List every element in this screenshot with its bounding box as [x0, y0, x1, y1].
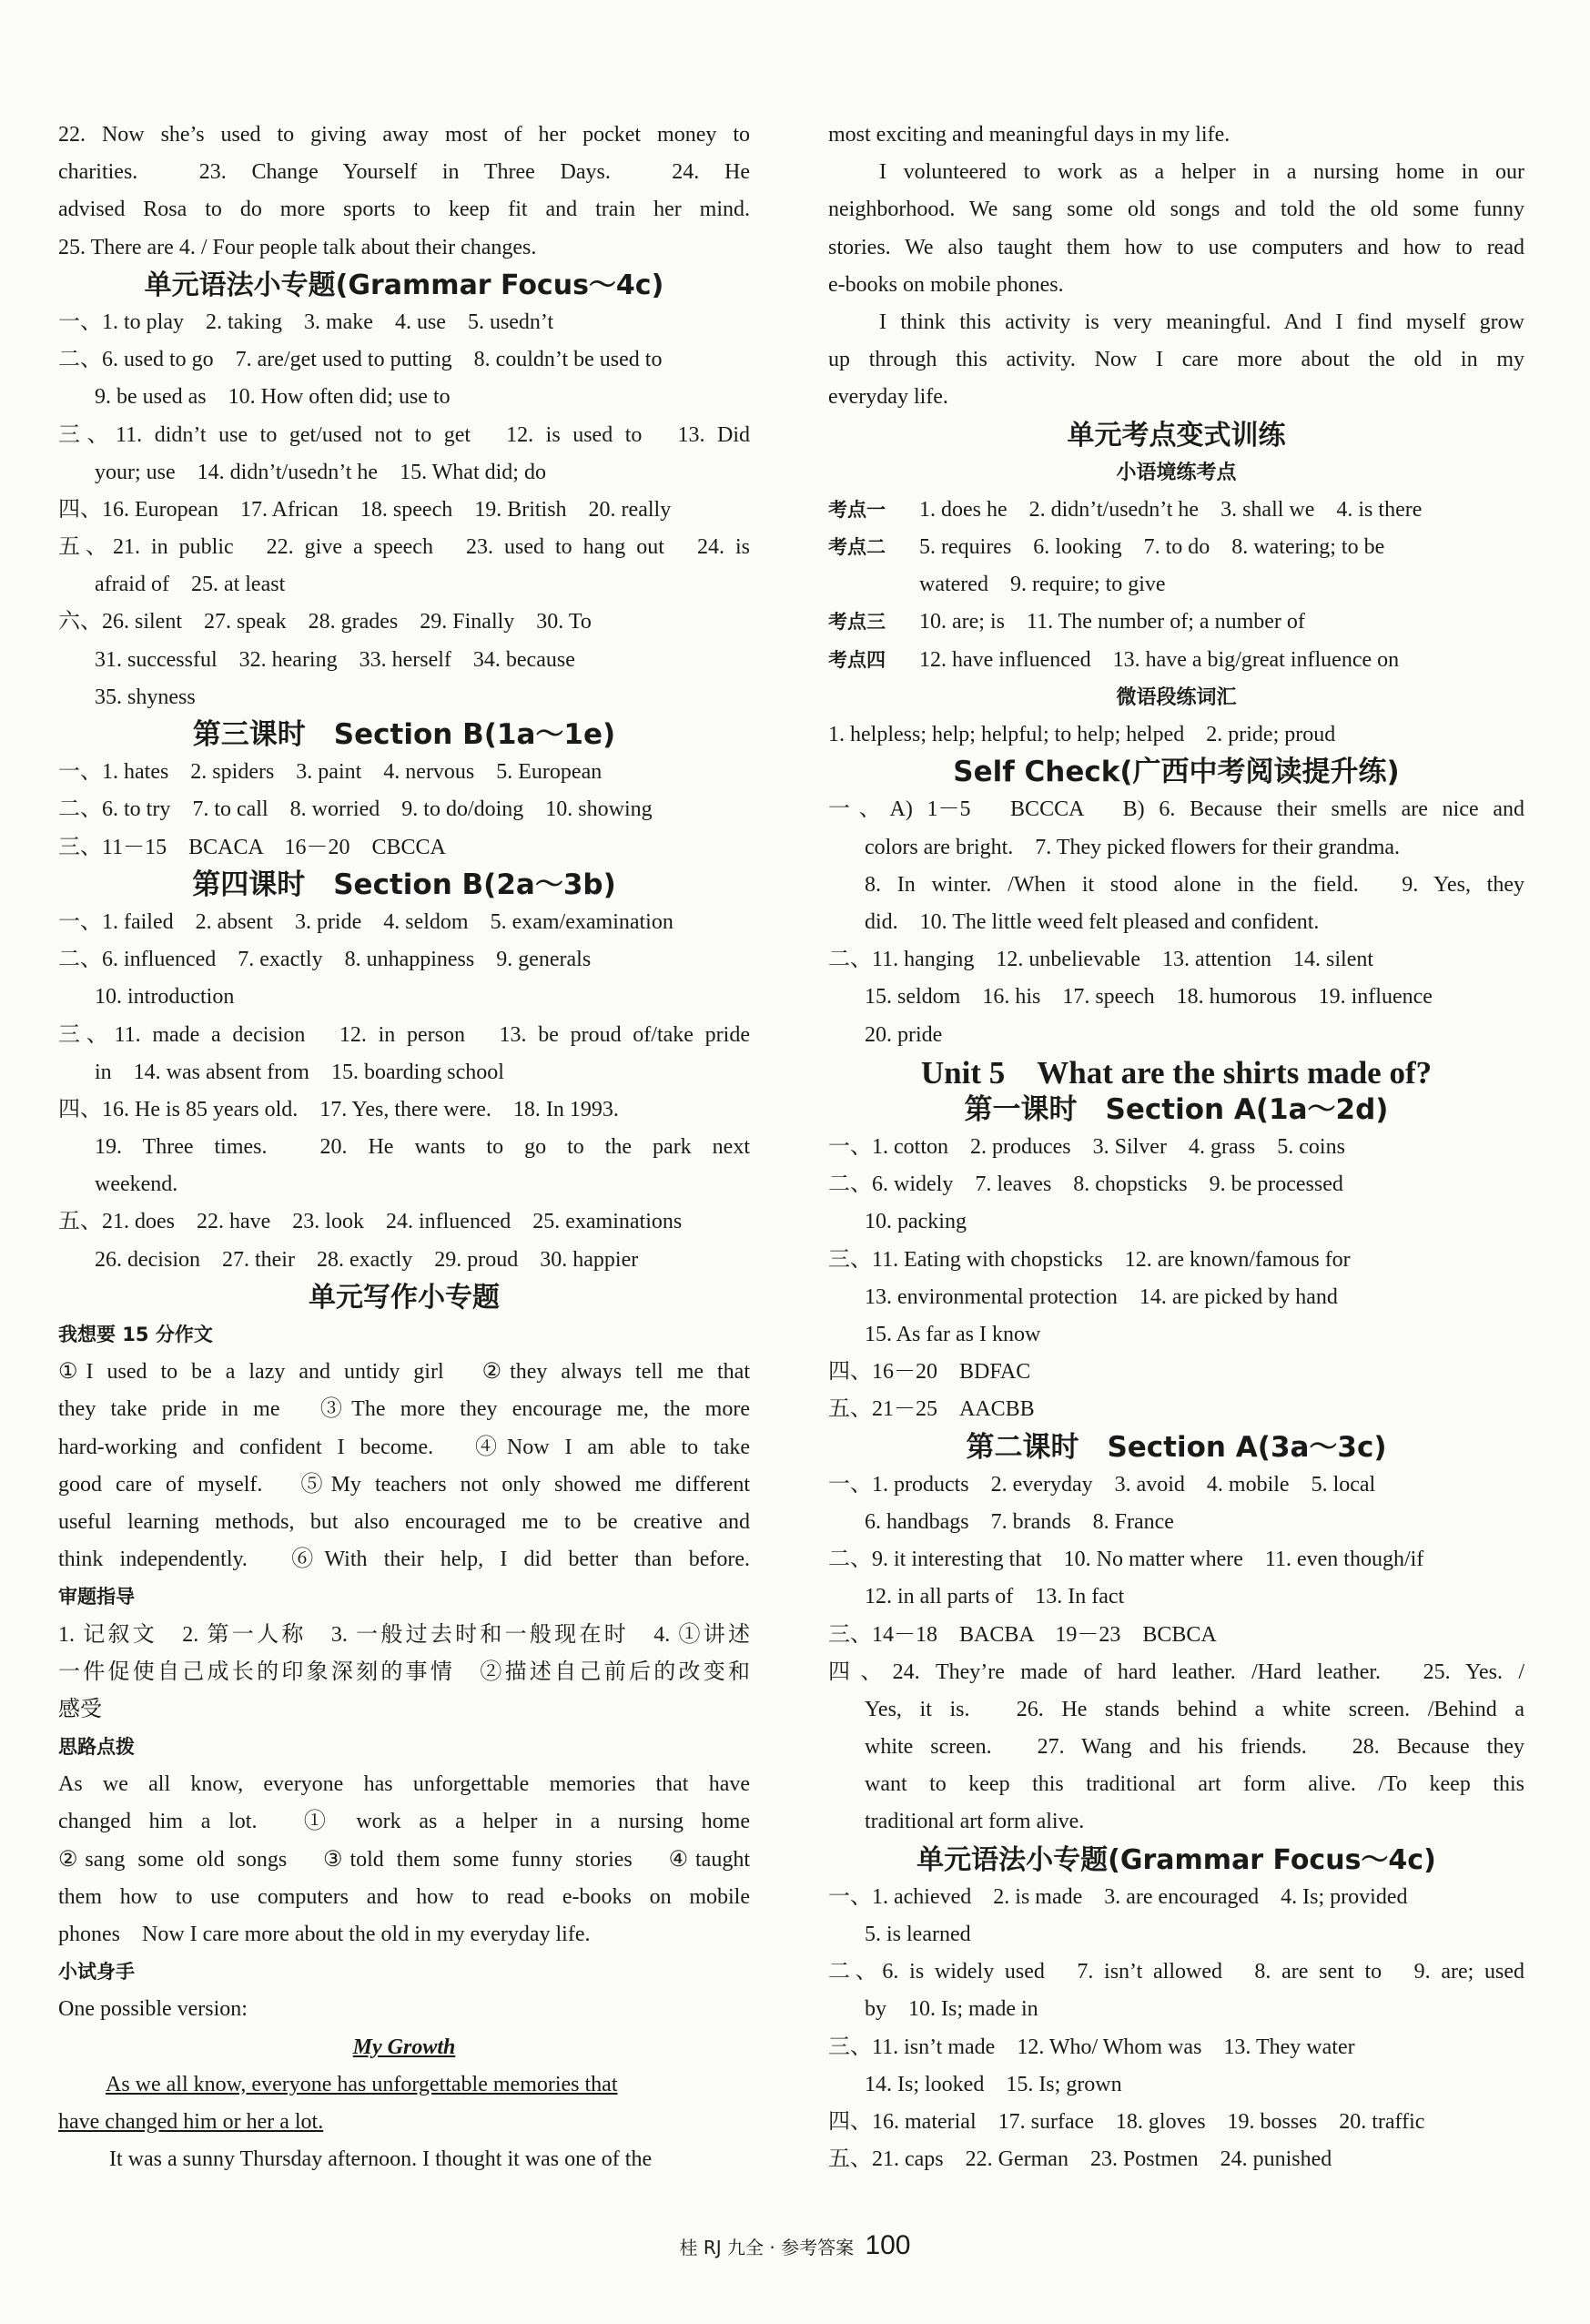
- section-heading: Self Check(广西中考阅读提升练): [953, 756, 1400, 789]
- answer-line: did. 10. The little weed felt pleased and confident.: [865, 909, 1320, 934]
- subsection-label: 审题指导: [58, 1586, 135, 1609]
- answer-line: 15. seldom 16. his 17. speech 18. humorous 19. influence: [865, 985, 1433, 1010]
- answer-line: 二、9. it interesting that 10. No matter where 11. even though/if: [828, 1548, 1424, 1572]
- answer-line: 15. As far as I know: [865, 1323, 1041, 1346]
- answer-line: 1. helpless; help; helpful; to help; helped 2. pride; proud: [828, 723, 1336, 746]
- answer-line: 22. Now she’s used to giving away most of her pocket money to: [58, 123, 750, 147]
- answer-line: 五、21. does 22. have 23. look 24. influenced 25. examinations: [58, 1210, 683, 1234]
- outline-line: changed him a lot. ① work as a helper in a nursing home: [58, 1810, 750, 1834]
- answer-text: 1. does he 2. didn’t/usedn’t he 3. shall we 4. is there: [919, 497, 1423, 522]
- answer-line: your; use 14. didn’t/usedn’t he 15. What did; do: [95, 460, 546, 484]
- answer-line: advised Rosa to do more sports to keep fit and train her mind.: [58, 198, 750, 222]
- essay-line: they take pride in me ③The more they encourage me, the more: [58, 1397, 750, 1422]
- exam-point-row: [828, 529, 1524, 566]
- answer-line: 四、16. European 17. African 18. speech 19. British 20. really: [58, 497, 672, 522]
- answer-line: 五、21. caps 22. German 23. Postmen 24. punished: [828, 2147, 1332, 2172]
- answer-line: 四、16. material 17. surface 18. gloves 19. bosses 20. traffic: [828, 2109, 1425, 2134]
- answer-line: 五、21－25 AACBB: [828, 1397, 1035, 1422]
- outline-line: ②sang some old songs ③told them some funny stories ④taught: [58, 1847, 750, 1872]
- outline-line: As we all know, everyone has unforgettable memories that have: [58, 1772, 750, 1797]
- exam-point-label: 考点一: [828, 498, 886, 521]
- right-column: [828, 117, 1524, 2178]
- answer-line: traditional art form alive.: [865, 1810, 1085, 1834]
- answer-line: 9. be used as 10. How often did; use to: [95, 385, 451, 410]
- answer-line: 三、11－15 BCACA 16－20 CBCCA: [58, 835, 446, 859]
- subsection-label: 小试身手: [58, 1961, 135, 1984]
- guide-line: 一件促使自己成长的印象深刻的事情 ②描述自己前后的改变和: [58, 1659, 750, 1684]
- essay-line: have changed him or her a lot.: [58, 2109, 324, 2134]
- section-heading: 单元语法小专题(Grammar Focus～4c): [144, 269, 664, 301]
- answer-line: afraid of 25. at least: [95, 573, 286, 597]
- answer-line: 一、1. achieved 2. is made 3. are encouraged 4. Is; provided: [828, 1884, 1408, 1909]
- essay-line: It was a sunny Thursday afternoon. I thought it was one of the: [109, 2147, 653, 2172]
- answer-line: want to keep this traditional art form alive. /To keep this: [865, 1772, 1524, 1797]
- page-footer: [0, 2230, 1590, 2261]
- essay-title: My Growth: [352, 2035, 456, 2059]
- essay-line: neighborhood. We sang some old songs and told the old some funny: [828, 198, 1524, 222]
- essay-line: hard-working and confident I become. ④Now I am able to take: [58, 1435, 750, 1459]
- answer-line: 四、24. They’re made of hard leather. /Hard leather. 25. Yes. /: [828, 1659, 1524, 1684]
- answer-line: charities. 23. Change Yourself in Three Days. 24. He: [58, 160, 750, 185]
- essay-line: up through this activity. Now I care more about the old in my: [828, 348, 1524, 372]
- answer-line: 四、16. He is 85 years old. 17. Yes, there were. 18. In 1993.: [58, 1097, 619, 1121]
- essay-line: good care of myself. ⑤My teachers not only showed me different: [58, 1472, 750, 1497]
- exam-point-label: 考点二: [828, 536, 886, 559]
- subsection-label: 我想要 15 分作文: [58, 1324, 213, 1345]
- answer-line: 35. shyness: [95, 685, 196, 709]
- answer-line: 三、11. didn’t use to get/used not to get 12. is used to 13. Did: [58, 422, 750, 447]
- answer-line: 19. Three times. 20. He wants to go to the park next: [95, 1135, 750, 1160]
- answer-line: 20. pride: [865, 1022, 943, 1047]
- essay-line: useful learning methods, but also encouraged me to be creative and: [58, 1509, 750, 1534]
- answer-line: 三、14－18 BACBA 19－23 BCBCA: [828, 1622, 1217, 1647]
- answer-line: 六、26. silent 27. speak 28. grades 29. Finally 30. To: [58, 610, 592, 634]
- answer-line: 一、1. to play 2. taking 3. make 4. use 5. usedn’t: [58, 310, 554, 334]
- answer-line: weekend.: [95, 1172, 178, 1197]
- essay-line: stories. We also taught them how to use computers and how to read: [828, 235, 1524, 259]
- answer-text: 12. have influenced 13. have a big/great influence on: [919, 647, 1400, 672]
- answer-line: 五、21. in public 22. give a speech 23. used to hang out 24. is: [58, 535, 750, 560]
- exam-point-label: 考点四: [828, 648, 886, 671]
- answer-line: 25. There are 4. / Four people talk about their changes.: [58, 235, 537, 259]
- exam-point-row: [828, 492, 1524, 529]
- exam-point-label: 考点三: [828, 611, 886, 634]
- outline-line: them how to use computers and how to read e-books on mobile: [58, 1884, 750, 1909]
- essay-line: I volunteered to work as a helper in a nursing home in our: [879, 160, 1524, 185]
- section-heading: 单元语法小专题(Grammar Focus～4c): [917, 1843, 1436, 1876]
- answer-line: 5. is learned: [865, 1923, 971, 1946]
- page-number: 100: [865, 2230, 911, 2260]
- essay-line: e-books on mobile phones.: [828, 272, 1064, 297]
- answer-line: 三、11. Eating with chopsticks 12. are known/famous for: [828, 1247, 1351, 1272]
- answer-line: 二、6. to try 7. to call 8. worried 9. to do/doing 10. showing: [58, 797, 653, 822]
- answer-line: in 14. was absent from 15. boarding school: [95, 1060, 504, 1084]
- answer-line: 二、6. is widely used 7. isn’t allowed 8. are sent to 9. are; used: [828, 1960, 1524, 1984]
- outline-line: phones Now I care more about the old in my everyday life.: [58, 1923, 591, 1946]
- section-heading: 单元考点变式训练: [1067, 419, 1286, 452]
- left-column: [58, 117, 750, 2178]
- guide-line: 1. 记叙文 2. 第一人称 3. 一般过去时和一般现在时 4. ①讲述: [58, 1622, 750, 1647]
- answer-line: 10. introduction: [95, 985, 235, 1010]
- answer-line: by 10. Is; made in: [865, 1997, 1038, 2022]
- answer-line: 一、1. hates 2. spiders 3. paint 4. nervous 5. European: [58, 760, 603, 785]
- answer-line: 二、6. widely 7. leaves 8. chopsticks 9. be processed: [828, 1172, 1343, 1197]
- essay-line: everyday life.: [828, 385, 948, 410]
- footer-label: 桂 RJ 九全 · 参考答案: [679, 2237, 855, 2258]
- answer-line: 一、A) 1－5 BCCCA B) 6. Because their smells are nice and: [828, 797, 1524, 822]
- answer-line: 二、6. used to go 7. are/get used to putting 8. couldn’t be used to: [58, 348, 663, 372]
- section-heading: 第三课时 Section B(1a～1e): [192, 718, 616, 751]
- section-heading: 第四课时 Section B(2a～3b): [192, 868, 616, 901]
- answer-line: 二、11. hanging 12. unbelievable 13. attention 14. silent: [828, 948, 1374, 972]
- exam-point-row: [828, 642, 1524, 679]
- answer-line: 12. in all parts of 13. In fact: [865, 1585, 1125, 1609]
- section-heading: 第二课时 Section A(3a～3c): [966, 1430, 1387, 1464]
- answer-line: colors are bright. 7. They picked flowers for their grandma.: [865, 835, 1401, 859]
- subsection-label: 小语境练考点: [1116, 461, 1237, 484]
- essay-line: ①I used to be a lazy and untidy girl ②they always tell me that: [58, 1360, 750, 1385]
- essay-line: think independently. ⑥With their help, I did better than before.: [58, 1548, 750, 1572]
- section-heading: 单元写作小专题: [309, 1281, 500, 1314]
- answer-line: 一、1. failed 2. absent 3. pride 4. seldom 5. exam/examination: [58, 909, 673, 934]
- essay-line: most exciting and meaningful days in my life.: [828, 123, 1230, 147]
- answer-line: 三、11. isn’t made 12. Who/ Whom was 13. They water: [828, 2035, 1355, 2059]
- answer-line: watered 9. require; to give: [919, 573, 1166, 597]
- subsection-label: 思路点拨: [58, 1736, 135, 1759]
- answer-line: 13. environmental protection 14. are picked by hand: [865, 1284, 1338, 1309]
- answer-text: 5. requires 6. looking 7. to do 8. watering; to be: [919, 535, 1385, 560]
- answer-line: 14. Is; looked 15. Is; grown: [865, 2072, 1122, 2096]
- answer-line: 10. packing: [865, 1210, 967, 1234]
- guide-line: 感受: [58, 1697, 102, 1721]
- section-heading: 第一课时 Section A(1a～2d): [964, 1092, 1389, 1126]
- subsection-label: 微语段练词汇: [1116, 685, 1237, 709]
- essay-line: One possible version:: [58, 1997, 248, 2022]
- answer-line: 6. handbags 7. brands 8. France: [865, 1509, 1174, 1534]
- unit-title: Unit 5 What are the shirts made of?: [920, 1054, 1433, 1091]
- answer-line: Yes, it is. 26. He stands behind a white screen. /Behind a: [865, 1697, 1524, 1721]
- answer-line: white screen. 27. Wang and his friends. 28. Because they: [865, 1735, 1524, 1760]
- answer-line: 8. In winter. /When it stood alone in the field. 9. Yes, they: [865, 872, 1524, 897]
- essay-line: I think this activity is very meaningful. And I find myself grow: [879, 310, 1524, 334]
- answer-line: 26. decision 27. their 28. exactly 29. proud 30. happier: [95, 1247, 639, 1272]
- exam-point-row: [828, 604, 1524, 641]
- answer-text: 10. are; is 11. The number of; a number of: [919, 610, 1305, 634]
- answer-line: 一、1. cotton 2. produces 3. Silver 4. grass 5. coins: [828, 1135, 1345, 1160]
- answer-line: 四、16－20 BDFAC: [828, 1360, 1031, 1385]
- answer-line: 一、1. products 2. everyday 3. avoid 4. mobile 5. local: [828, 1472, 1376, 1497]
- answer-line: 二、6. influenced 7. exactly 8. unhappiness 9. generals: [58, 948, 592, 972]
- essay-line: As we all know, everyone has unforgettable memories that: [106, 2072, 618, 2096]
- answer-line: 三、11. made a decision 12. in person 13. be proud of/take pride: [58, 1022, 750, 1047]
- answer-line: 31. successful 32. hearing 33. herself 34. because: [95, 647, 575, 672]
